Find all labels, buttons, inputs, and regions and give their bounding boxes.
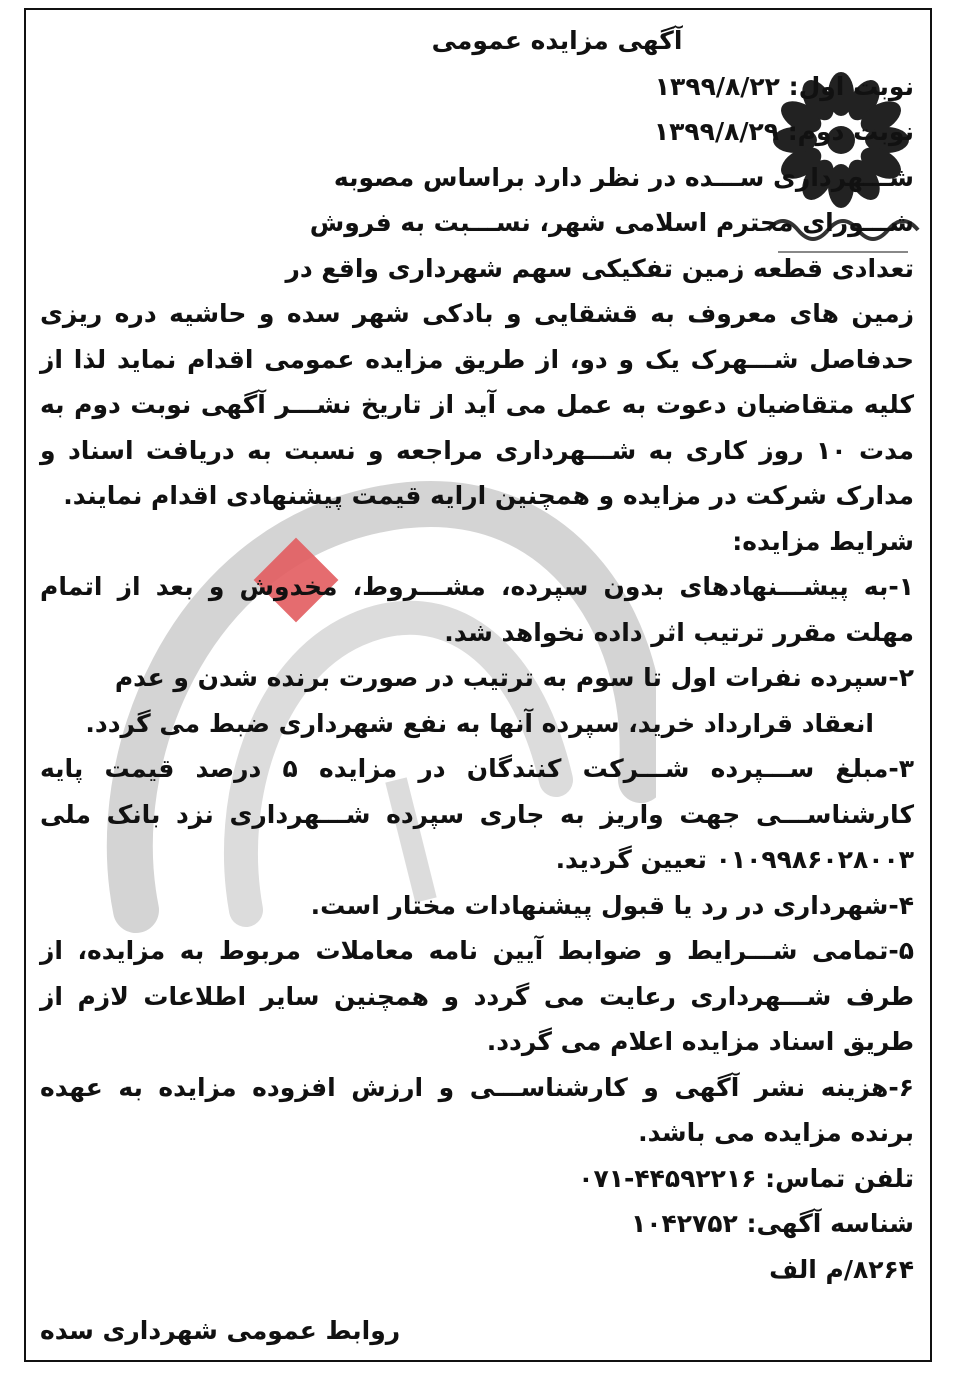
condition-3: ۳-مبلغ ســـپرده شـــرکت کنندگان در مزایده ۵ درصد قیمت پایه کارشناســـی جهت واریز به جاری سپرده شـــهرداری نزد بانک ملی ۰۱۰۹۹۸۶۰۲۸۰۰۳ تعیین گردید. xyxy=(40,754,915,874)
notice-title: آگهی مزایده عمومی xyxy=(431,26,683,55)
contact-phone: تلفن تماس: ۴۴۵۹۲۲۱۶-۰۷۱ xyxy=(578,1163,914,1193)
ad-id: شناسه آگهی: ۱۰۴۲۷۵۲ xyxy=(630,1209,914,1238)
intro-line-2: شـــورای محترم اسلامی شهر، نســـبت به فروش xyxy=(309,208,914,237)
condition-2b: انعقاد قرارداد خرید، سپرده آنها به نفع شهرداری ضبط می گردد. xyxy=(85,708,874,738)
second-round-date: نوبت دوم: ۱۳۹۹/۸/۲۹ xyxy=(653,117,914,146)
reference-code: ۸۲۶۴/م الف xyxy=(769,1254,914,1284)
signature: روابط عمومی شهرداری سده xyxy=(40,1316,401,1345)
condition-1: ۱-به پیشـــنهادهای بدون سپرده، مشـــروط، مخدوش و بعد از اتمام مهلت مقرر ترتیب اثر داده نخواهد شد. xyxy=(40,572,914,647)
intro-line-3: تعدادی قطعه زمین تفکیکی سهم شهرداری واقع در xyxy=(285,253,914,283)
notice-frame xyxy=(24,8,932,1362)
notice-body xyxy=(40,18,914,1354)
notice-paragraph: زمین های معروف به قشقایی و بادکی شهر سده و حاشیه دره ریزی حدفاصل شـــهرک یک و دو، از طریق مزایده عمومی اقدام نماید لذا از کلیه متقاضیان دعوت به عمل می آید از تاریخ نشـــر آگهی نوبت دوم به مدت ۱۰ روز کاری به شـــهرداری مراجعه و نسبت به دریافت اسناد و مدارک شرکت در مزایده و همچنین ارایه قیمت پیشنهادی اقدام نمایند. xyxy=(40,299,914,510)
first-round-date: نوبت اول: ۱۳۹۹/۸/۲۲ xyxy=(654,71,914,101)
intro-line-1: شـــهرداری ســـده در نظر دارد براساس مصوبه xyxy=(333,162,914,192)
condition-6: ۶-هزینه نشر آگهی و کارشناســـی و ارزش افزوده مزایده به عهده برنده مزایده می باشد. xyxy=(40,1072,914,1147)
condition-4: ۴-شهرداری در رد یا قبول پیشنهادات مختار است. xyxy=(310,890,914,920)
condition-2a: ۲-سپرده نفرات اول تا سوم به ترتیب در صورت برنده شدن و عدم xyxy=(114,663,914,692)
conditions-heading: شرایط مزایده: xyxy=(732,526,914,556)
condition-5: ۵-تمامی شـــرایط و ضوابط آیین نامه معاملات مربوط به مزایده، از طرف شـــهرداری رعایت می گردد و همچنین سایر اطلاعات لازم از طریق اسناد مزایده اعلام می گردد. xyxy=(40,936,914,1056)
